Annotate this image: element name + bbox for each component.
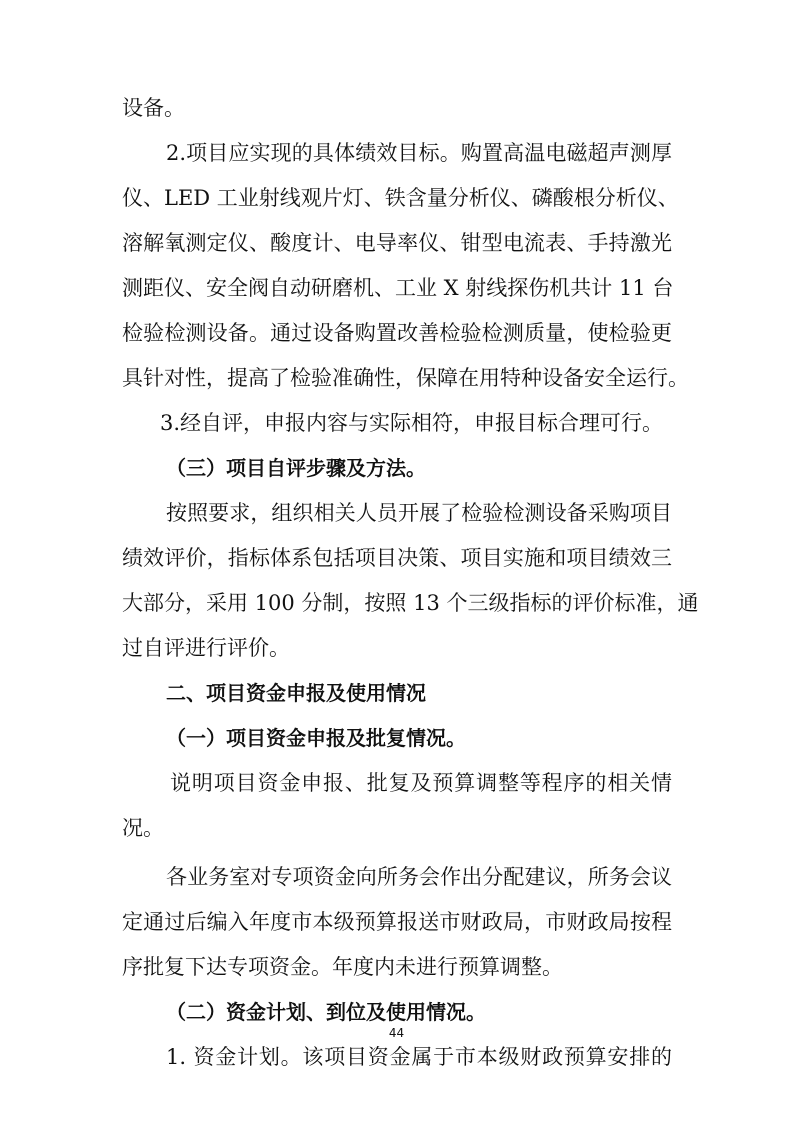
paragraph-line: 各业务室对专项资金向所务会作出分配建议，所务会议 xyxy=(166,865,672,889)
page-number: 44 xyxy=(388,1026,405,1040)
paragraph-line: 2.项目应实现的具体绩效目标。购置高温电磁超声测厚 xyxy=(166,141,672,165)
section-heading: （二）资金计划、到位及使用情况。 xyxy=(166,1000,486,1024)
paragraph-line: 3.经自评，申报内容与实际相符，申报目标合理可行。 xyxy=(160,411,664,435)
paragraph-line: 过自评进行评价。 xyxy=(122,636,290,660)
paragraph-line: 测距仪、安全阀自动研磨机、工业 X 射线探伤机共计 11 台 xyxy=(122,276,674,300)
paragraph-line: 绩效评价，指标体系包括项目决策、项目实施和项目绩效三 xyxy=(122,546,672,570)
paragraph-line: 1. 资金计划。该项目资金属于市本级财政预算安排的 xyxy=(166,1045,672,1069)
paragraph-line: 定通过后编入年度市本级预算报送市财政局，市财政局按程 xyxy=(122,910,672,934)
paragraph-line: 况。 xyxy=(122,816,164,840)
paragraph-line: 设备。 xyxy=(122,96,185,120)
paragraph-line: 序批复下达专项资金。年度内未进行预算调整。 xyxy=(122,955,563,979)
paragraph-line: 溶解氧测定仪、酸度计、电导率仪、钳型电流表、手持激光 xyxy=(122,231,672,255)
section-heading: （一）项目资金申报及批复情况。 xyxy=(166,726,466,750)
paragraph-line: 仪、LED 工业射线观片灯、铁含量分析仪、磷酸根分析仪、 xyxy=(122,186,679,210)
section-heading: （三）项目自评步骤及方法。 xyxy=(166,456,426,480)
paragraph-line: 大部分，采用 100 分制，按照 13 个三级指标的评价标准，通 xyxy=(122,591,699,615)
paragraph-line: 具针对性，提高了检验准确性，保障在用特种设备安全运行。 xyxy=(122,366,689,390)
chapter-heading: 二、项目资金申报及使用情况 xyxy=(166,681,426,705)
paragraph-line: 按照要求，组织相关人员开展了检验检测设备采购项目 xyxy=(166,501,672,525)
paragraph-line: 检验检测设备。通过设备购置改善检验检测质量，使检验更 xyxy=(122,321,672,345)
paragraph-line: 说明项目资金申报、批复及预算调整等程序的相关情 xyxy=(170,771,672,795)
